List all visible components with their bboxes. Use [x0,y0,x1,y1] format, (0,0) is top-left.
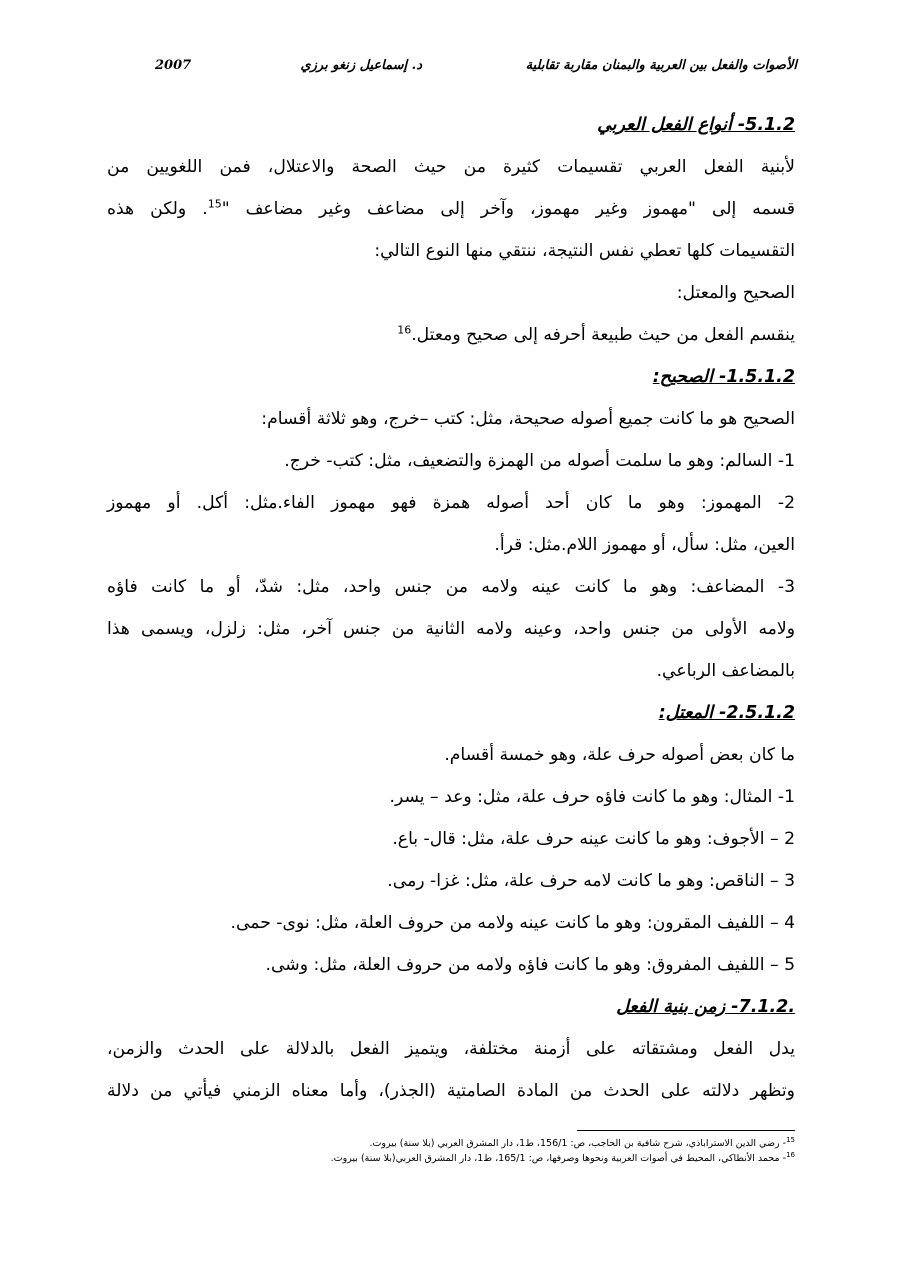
list-item: 1- المثال: وهو ما كانت فاؤه حرف علة، مثل: وعد – يسر. [389,787,795,807]
footnote-divider [577,1130,795,1131]
section-heading-sahih: 1.5.1.2- الصحيح: [652,367,795,387]
paragraph-line [107,314,795,356]
paragraph-line: ما كان بعض أصوله حرف علة، وهو خمسة أقسام. [444,745,795,765]
footnote-text: - رضي الدين الاستراباذي، شرح شافية بن الحاجب، ص: 156/1، ط1، دار المشرق العربي (بلا سنة) بيروت. [369,1138,787,1149]
paragraph-line: الصحيح هو ما كانت جميع أصوله صحيحة، مثل: كتب –خرج، وهو ثلاثة أقسام: [261,409,795,429]
paragraph-text: قسمه إلى "مهموز وغير مهموز، وآخر إلى مضاعف وغير مضاعف " [221,199,795,219]
section-heading-verb-types: 5.1.2- أنواع الفعل العربي [597,115,795,135]
header-author: د. إسماعيل زنغو برزي [300,58,422,73]
footnote-ref[interactable]: 15 [207,197,222,211]
list-item: 3 – الناقص: وهو ما كانت لامه حرف علة، مثل: غزا- رمى. [387,871,795,891]
paragraph-line: يدل الفعل ومشتقاته على أزمنة مختلفة، ويتميز الفعل بالدلالة على الحدث والزمن، [107,1039,795,1059]
section-heading-mutal: 2.5.1.2- المعتل: [658,703,795,723]
list-item-continuation: العين، مثل: سأل، أو مهموز اللام.مثل: قرأ. [494,535,795,555]
footnote [95,1151,795,1166]
paragraph-line: لأبنية الفعل العربي تقسيمات كثيرة من حيث الصحة والاعتلال، فمن اللغويين من [107,157,795,177]
paragraph-text: . ولكن هذه [107,199,208,219]
footnote-number: 16 [786,1150,795,1159]
paragraph-line [107,188,795,230]
header-title: الأصوات والفعل بين العربية والبمنان مقاربة تقابلية [525,58,797,73]
list-item: 5 – اللفيف المفروق: وهو ما كانت فاؤه ولامه من حروف العلة، مثل: وشى. [265,955,795,975]
footnote [95,1136,795,1151]
list-item: 2 – الأجوف: وهو ما كانت عينه حرف علة، مثل: قال- باع. [392,829,795,849]
page-header [150,58,797,80]
subheading-sahih-mutal: الصحيح والمعتل: [676,283,795,303]
paragraph-line: وتظهر دلالته على الحدث من المادة الصامتية (الجذر)، وأما معناه الزمني فيأتي من دلالة [107,1081,795,1101]
list-item: 1- السالم: وهو ما سلمت أصوله من الهمزة والتضعيف، مثل: كتب- خرج. [284,451,795,471]
section-heading-tense: .7.1.2- زمن بنية الفعل [616,997,795,1017]
paragraph-line: التقسيمات كلها تعطي نفس النتيجة، ننتقي منها النوع التالي: [374,241,795,261]
list-item-continuation: بالمضاعف الرباعي. [656,661,795,681]
footnotes [95,1136,795,1166]
footnote-ref[interactable]: 16 [397,323,412,337]
list-item-continuation: ولامه الأولى من جنس واحد، وعينه ولامه الثانية من جنس آخر، مثل: زلزل، ويسمى هذا [107,619,795,639]
header-year: 2007 [155,58,192,73]
list-item: 2- المهموز: وهو ما كان أحد أصوله همزة فهو مهموز الفاء.مثل: أكل. أو مهموز [107,493,795,513]
paragraph-text: ينقسم الفعل من حيث طبيعة أحرفه إلى صحيح ومعتل. [411,325,795,345]
footnote-number: 15 [786,1135,795,1144]
footnote-text: - محمد الأنطاكي، المحيط في أصوات العربية ونحوها وصرفها، ص: 165/1، ط1، دار المشرق العربي(بلا سنة) بيروت. [330,1153,787,1164]
body-text [107,104,795,1112]
list-item: 4 – اللفيف المقرون: وهو ما كانت عينه ولامه من حروف العلة، مثل: نوى- حمى. [230,913,795,933]
list-item: 3- المضاعف: وهو ما كانت عينه ولامه من جنس واحد، مثل: شدّ، أو ما كانت فاؤه [107,577,795,597]
